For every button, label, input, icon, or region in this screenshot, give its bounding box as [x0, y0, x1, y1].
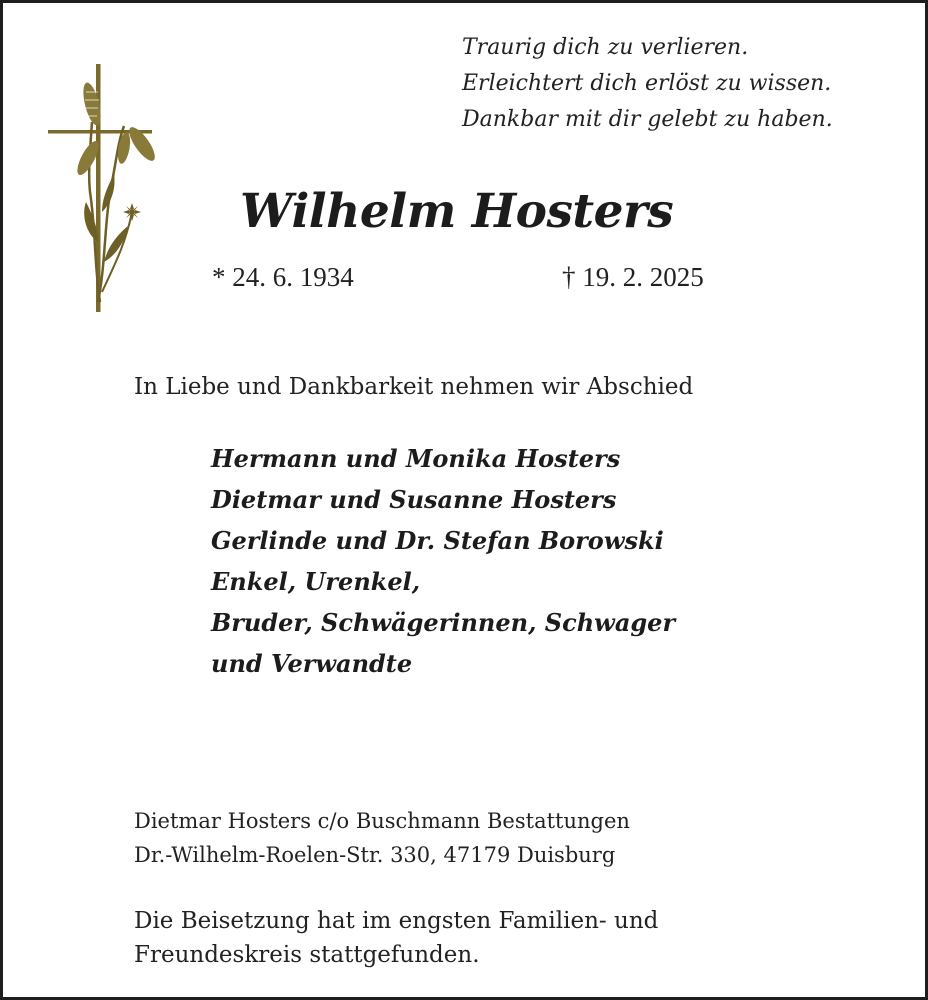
mourners-list — [211, 438, 675, 684]
mourner-line: und Verwandte — [211, 649, 413, 678]
poem-line: Erleichtert dich erlöst zu wissen. — [462, 71, 832, 96]
address-line: Dr.-Wilhelm-Roelen-Str. 330, 47179 Duisburg — [134, 843, 616, 867]
address-line: Dietmar Hosters c/o Buschmann Bestattungen — [134, 809, 630, 833]
mourner-line: Hermann und Monika Hosters — [211, 444, 621, 473]
birth-date: * 24. 6. 1934 — [212, 262, 354, 292]
death-date: † 19. 2. 2025 — [562, 262, 704, 292]
mourner-line: Bruder, Schwägerinnen, Schwager — [211, 608, 676, 637]
poem-line: Dankbar mit dir gelebt zu haben. — [462, 107, 833, 132]
poem — [462, 30, 833, 138]
farewell-intro: In Liebe und Dankbarkeit nehmen wir Abschied — [134, 374, 694, 400]
mourner-line: Gerlinde und Dr. Stefan Borowski — [211, 526, 664, 555]
cross-with-wheat-icon — [46, 62, 158, 314]
mourner-line: Dietmar und Susanne Hosters — [211, 485, 617, 514]
poem-line: Traurig dich zu verlieren. — [462, 35, 749, 60]
contact-address — [134, 804, 630, 872]
deceased-name: Wilhelm Hosters — [240, 184, 674, 239]
mourner-line: Enkel, Urenkel, — [211, 567, 421, 596]
notice-line: Freundeskreis stattgefunden. — [134, 942, 480, 968]
burial-notice — [134, 904, 658, 972]
notice-line: Die Beisetzung hat im engsten Familien- und — [134, 908, 659, 934]
